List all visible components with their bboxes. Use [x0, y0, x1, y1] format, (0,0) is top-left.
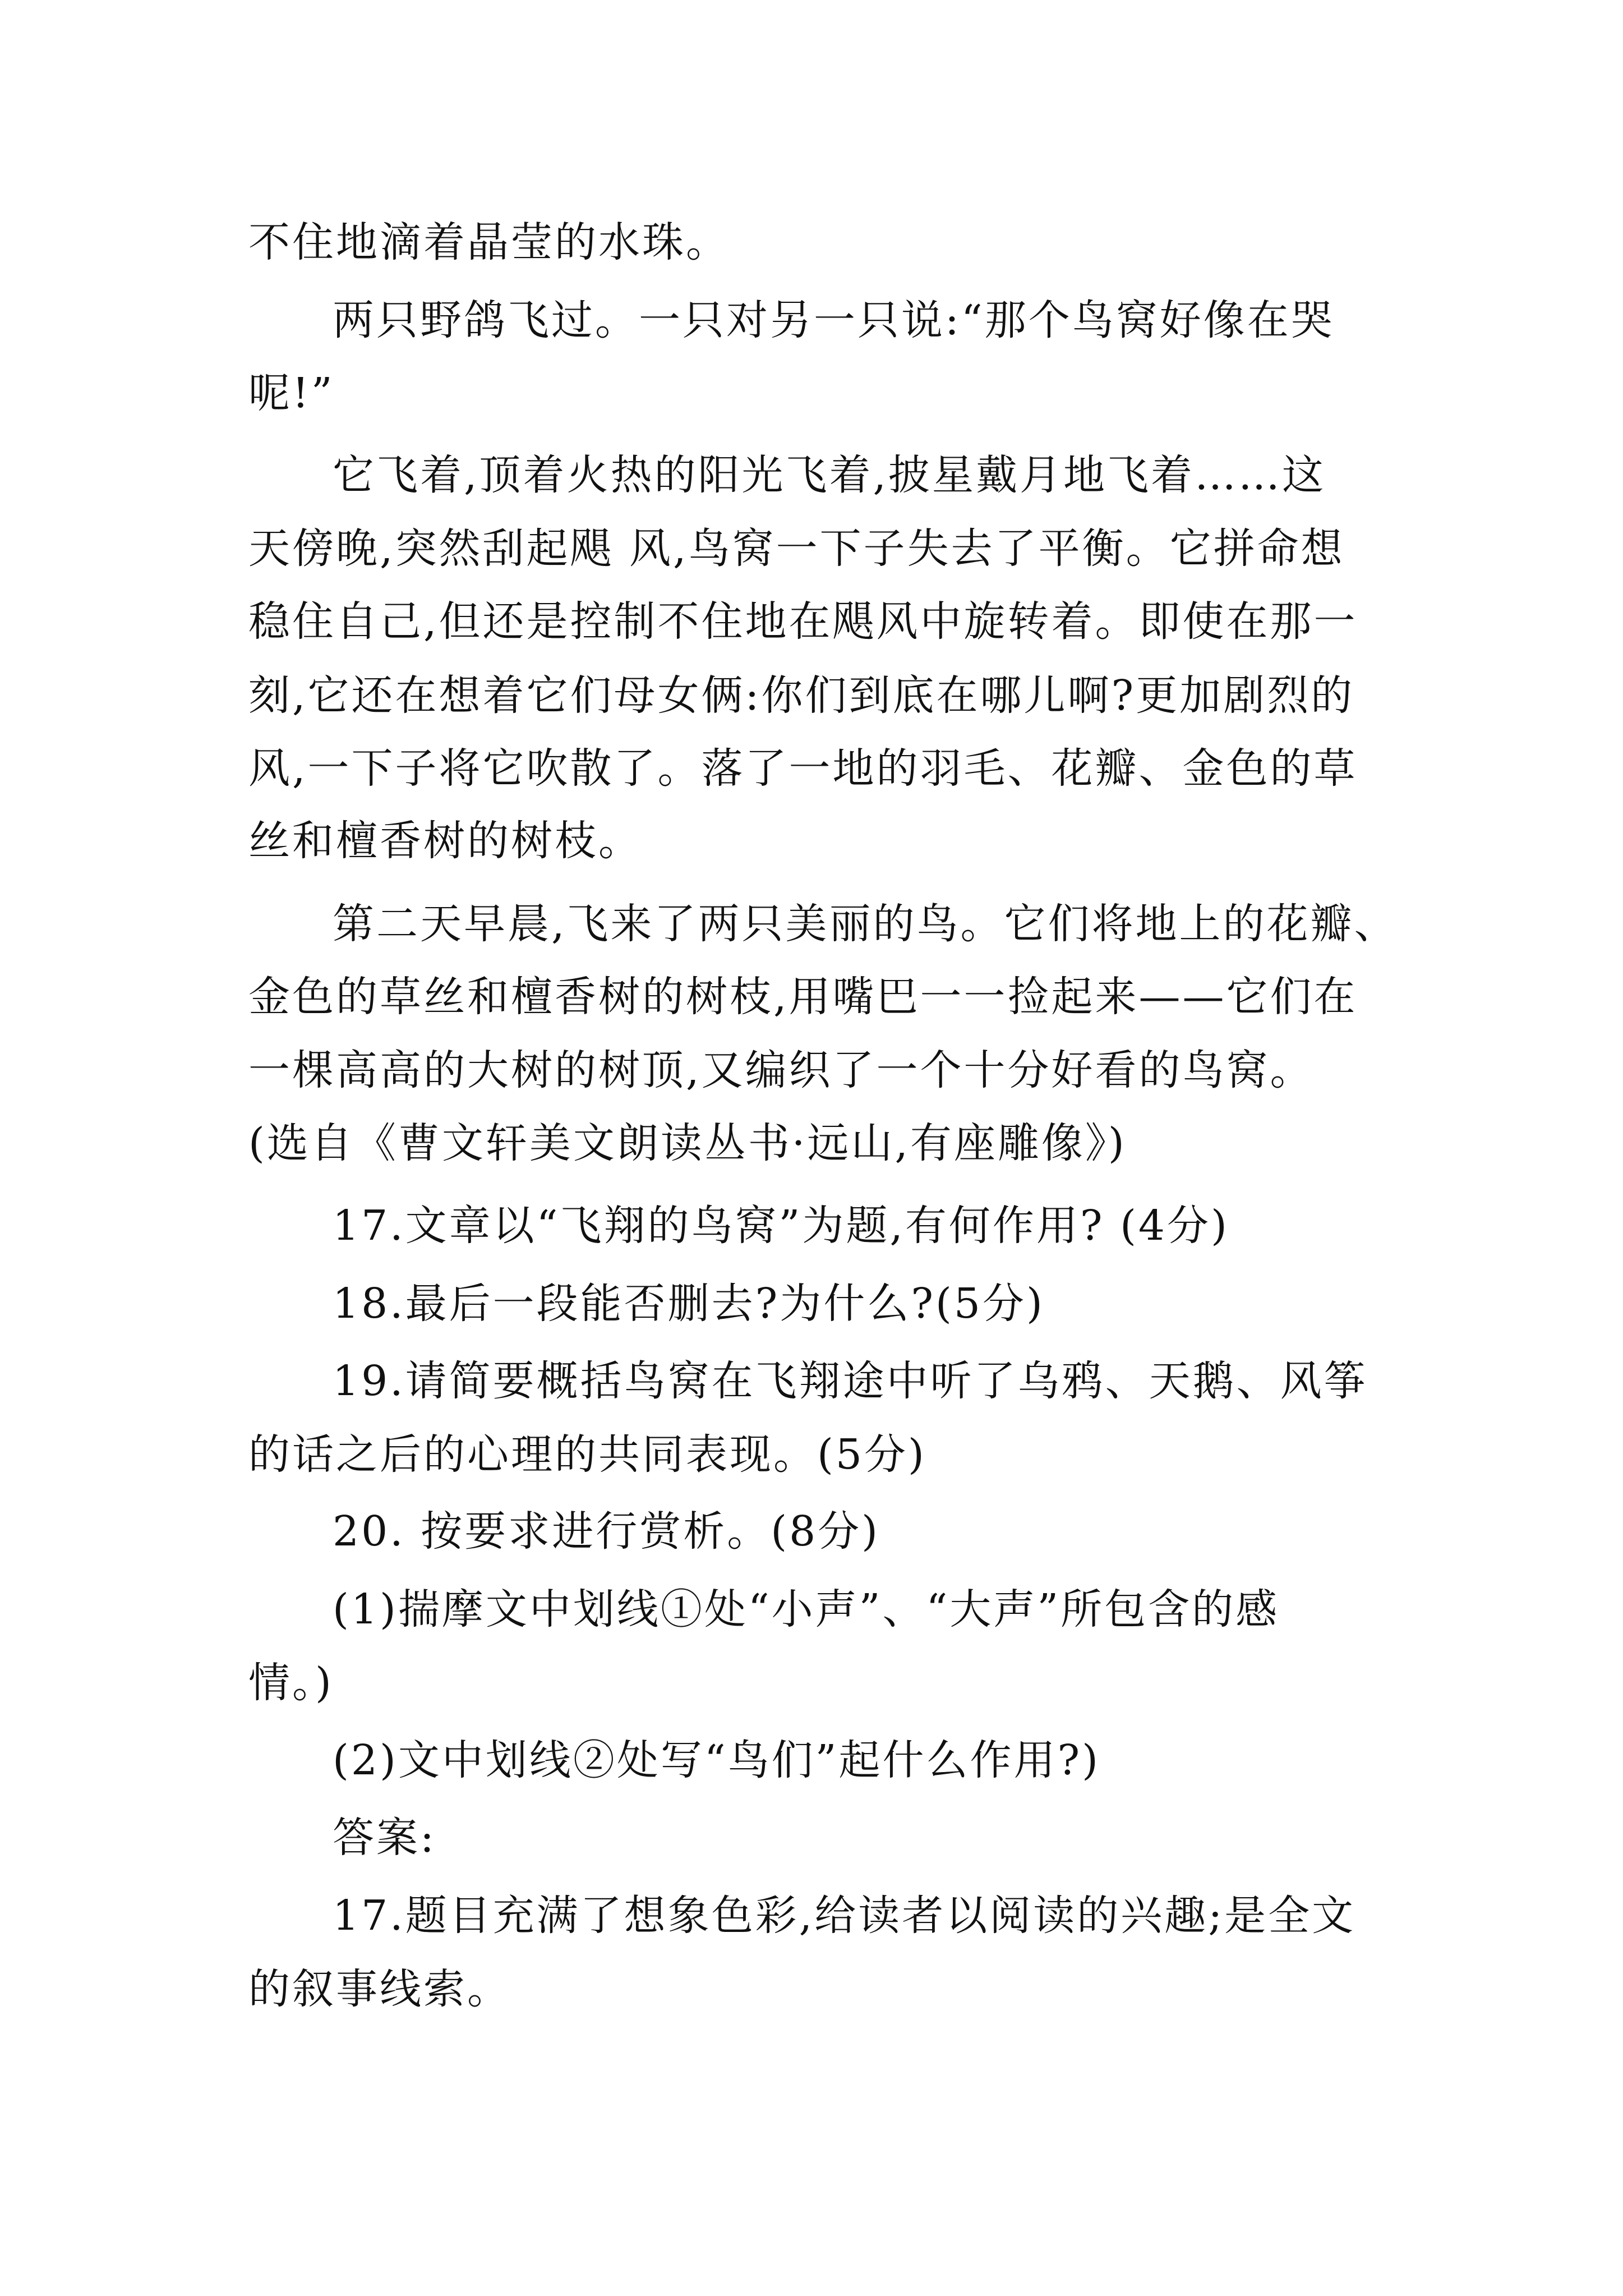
question-20-part-1-cont: 情。) — [248, 1659, 334, 1707]
text-line: 稳住自己,但还是控制不住地在飓风中旋转着。即使在那一 — [248, 597, 1358, 646]
answer-heading: 答案: — [333, 1814, 436, 1862]
text-line: 第二天早晨,飞来了两只美丽的鸟。它们将地上的花瓣、 — [333, 900, 1398, 948]
text-line: 不住地滴着晶莹的水珠。 — [248, 218, 730, 266]
question-18: 18.最后一段能否删去?为什么?(5分) — [333, 1280, 1045, 1328]
text-line: 刻,它还在想着它们母女俩:你们到底在哪儿啊?更加剧烈的 — [248, 671, 1355, 720]
text-line: 呢!” — [248, 369, 335, 417]
answer-17-cont: 的叙事线索。 — [248, 1965, 511, 2013]
text-line: 天傍晚,突然刮起飓 风,鸟窝一下子失去了平衡。它拼命想 — [248, 524, 1345, 573]
question-19: 19.请简要概括鸟窝在飞翔途中听了乌鸦、天鹅、风筝 — [333, 1357, 1368, 1405]
question-20-part-2: (2)文中划线②处写“鸟们”起什么作用?) — [333, 1736, 1101, 1784]
text-line: 风,一下子将它吹散了。落了一地的羽毛、花瓣、金色的草 — [248, 744, 1358, 793]
text-line: 两只野鸽飞过。一只对另一只说:“那个鸟窝好像在哭 — [333, 296, 1335, 344]
text-line: 一棵高高的大树的树顶,又编织了一个十分好看的鸟窝。 — [248, 1046, 1314, 1094]
source-citation: (选自《曹文轩美文朗读丛书·远山,有座雕像》) — [248, 1119, 1127, 1167]
question-20-part-1: (1)揣摩文中划线①处“小声”、“大声”所包含的感 — [333, 1585, 1280, 1634]
question-19-cont: 的话之后的心理的共同表现。(5分) — [248, 1430, 926, 1479]
answer-17: 17.题目充满了想象色彩,给读者以阅读的兴趣;是全文 — [333, 1892, 1356, 1940]
text-line: 丝和檀香树的树枝。 — [248, 817, 642, 865]
question-17: 17.文章以“飞翔的鸟窝”为题,有何作用? (4分) — [333, 1202, 1229, 1250]
text-line: 金色的草丝和檀香树的树枝,用嘴巴一一捡起来——它们在 — [248, 973, 1358, 1021]
question-20: 20. 按要求进行赏析。(8分) — [333, 1507, 880, 1556]
text-line: 它飞着,顶着火热的阳光飞着,披星戴月地飞着……这 — [333, 451, 1326, 499]
